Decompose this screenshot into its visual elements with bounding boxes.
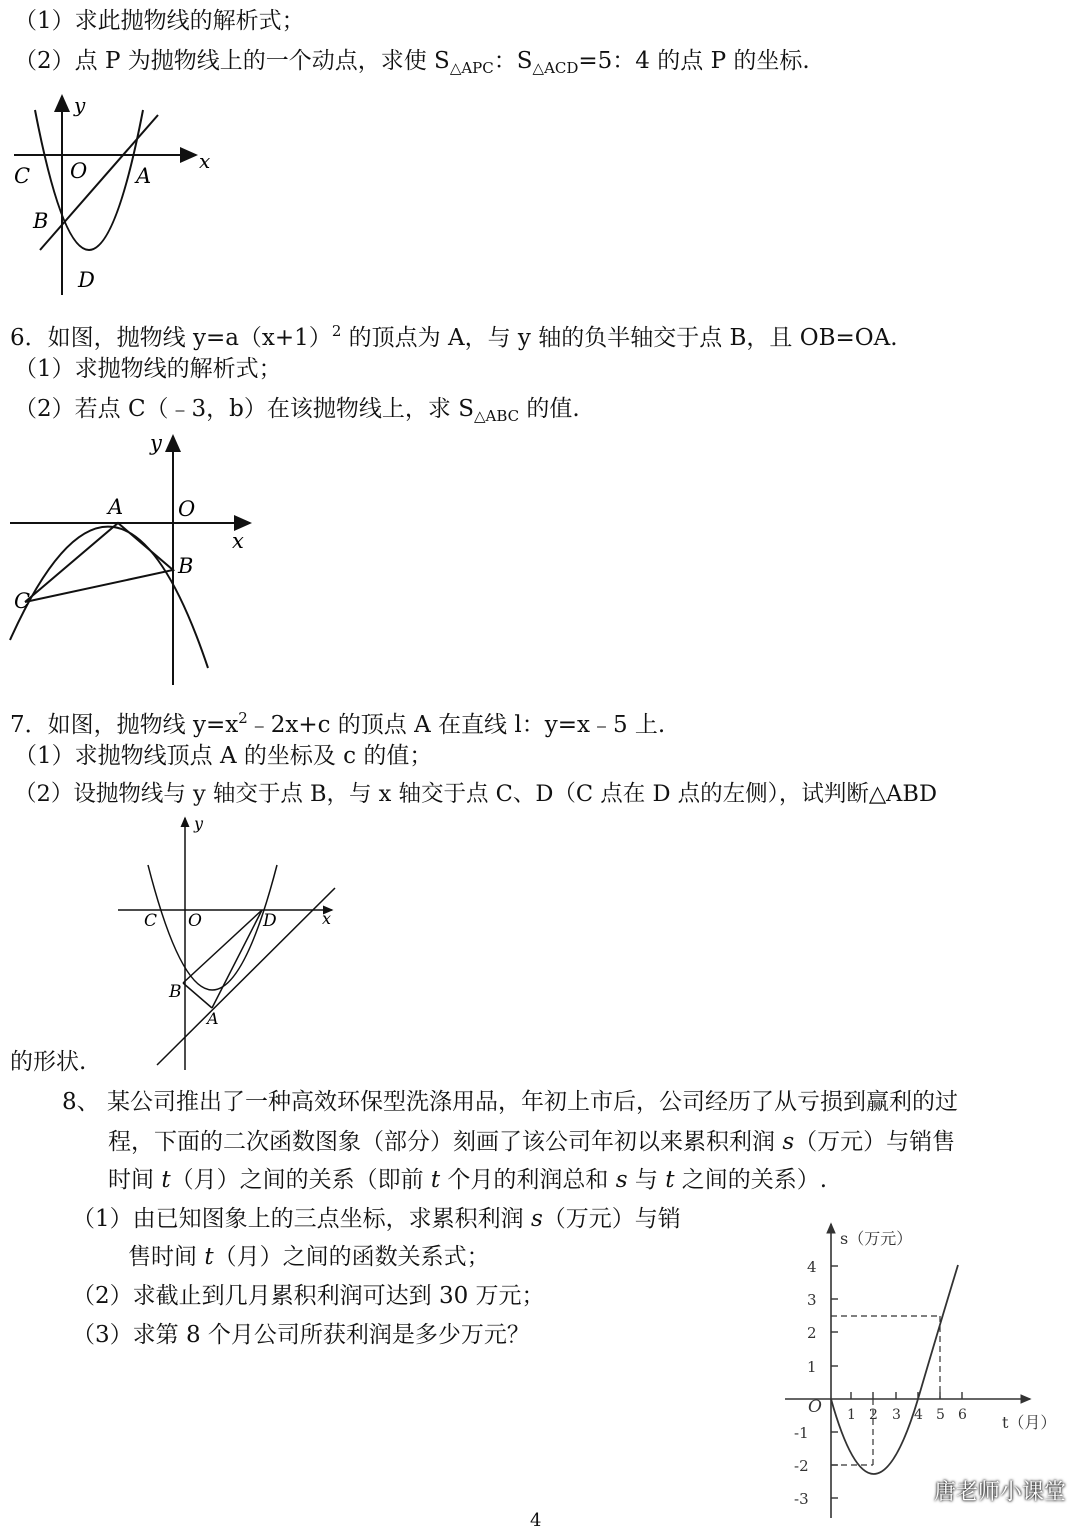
q7-line-l [157,888,335,1065]
q7-segment-ab [183,983,212,1008]
q8-var-s3: s [530,1206,543,1232]
q7-label-a: A [207,1009,219,1028]
q8-var-s2: s [615,1167,628,1193]
q8-l2b: （万元）与销售 [794,1129,956,1155]
q6-title-sup: 2 [331,322,342,340]
q8-l3a: 时间 [108,1167,162,1193]
q8-var-s: s [782,1129,795,1155]
q5-sub-apc: △APC [449,59,494,77]
q8-origin: O [808,1397,822,1417]
q5-label-d: D [78,268,95,292]
q5-part1: （1）求此抛物线的解析式； [14,8,305,34]
q8-l2a: 程，下面的二次函数图象（部分）刻画了该公司年初以来累积利润 [108,1129,783,1155]
q8-l3d: 与 [627,1167,666,1193]
q8-part1-cont [128,1242,490,1272]
q8-xtick-5: 5 [936,1407,945,1423]
q7-parabola [148,865,277,990]
q8-p1c: 售时间 [128,1244,205,1270]
q8-xtick-1: 1 [847,1407,856,1423]
q5-part2-post: =5：4 的点 P 的坐标. [578,48,810,74]
q6-parabola [10,527,208,668]
q5-sub-acd: △ACD [532,59,579,77]
q7-title-sup: 2 [238,709,248,727]
q5-label-y: y [74,93,86,117]
q7-title-pre: 7．如图，抛物线 y=x [10,712,239,738]
q7-part1: （1）求抛物线顶点 A 的坐标及 c 的值； [14,743,433,769]
q8-var-t4: t [204,1244,214,1270]
q8-ticks [831,1266,962,1498]
q7-label-x: x [322,909,332,928]
q8-xtick-4: 4 [914,1407,923,1423]
q8-line3 [108,1165,827,1195]
q5-label-x: x [199,149,211,173]
q8-part2: （2）求截止到几月累积利润可达到 30 万元； [72,1283,545,1309]
q8-xtick-6: 6 [958,1407,967,1423]
q6-part2 [14,394,580,431]
q6-label-y: y [150,431,162,455]
q5-label-a: A [136,164,152,188]
q8-var-t1: t [161,1167,171,1193]
q8-line2 [108,1127,955,1157]
q5-figure [0,90,240,300]
q8-l3e: 之间的关系）. [674,1167,828,1193]
q6-triangle [25,523,173,602]
q8-xtick-2: 2 [869,1407,878,1423]
q6-label-c: C [14,589,31,613]
q5-part2 [14,46,810,83]
q8-xlabel: t（月） [1002,1413,1057,1432]
q7-title [10,703,665,740]
q8-l3c: 个月的利润总和 [440,1167,616,1193]
q8-ytick-3: 3 [807,1291,817,1309]
q8-ytick-neg2: -2 [794,1457,809,1475]
q6-part2-sub: △ABC [473,407,520,425]
q6-title-post: 的顶点为 A，与 y 轴的负半轴交于点 B，且 OB=OA. [341,325,898,351]
q5-label-c: C [14,164,31,188]
q8-part1 [72,1204,681,1234]
q7-segment-ad [212,910,262,1008]
q7-label-y: y [194,814,204,833]
watermark: 唐老师小课堂 [933,1480,1066,1505]
q8-ylabel: s（万元） [840,1229,913,1248]
q8-p1b: （万元）与销 [542,1206,681,1232]
q8-p1a: （1）由已知图象上的三点坐标，求累积利润 [72,1206,531,1232]
q7-label-c: C [144,911,158,931]
q6-title [10,316,898,353]
q8-l3b: （月）之间的关系（即前 [170,1167,431,1193]
q8-ytick-4: 4 [807,1258,817,1276]
q8-parabola [831,1265,958,1474]
q8-xtick-3: 3 [892,1407,901,1423]
q8-line1: 8、 某公司推出了一种高效环保型洗涤用品，年初上市后，公司经历了从亏损到赢利的过 [62,1089,958,1115]
q8-p1d: （月）之间的函数关系式； [213,1244,490,1270]
q6-label-a: A [108,495,124,519]
q6-part2-post: 的值. [519,396,580,422]
q7-part2-end: 的形状. [10,1049,87,1075]
q8-ytick-neg3: -3 [794,1490,809,1508]
q7-title-post: ﹣2x+c 的顶点 A 在直线 l：y=x﹣5 上. [247,712,666,738]
q6-part1: （1）求抛物线的解析式； [14,356,282,382]
q5-parabola [35,110,143,250]
page-number: 4 [530,1510,542,1531]
q7-label-d: D [263,911,277,931]
q6-label-o: O [178,497,196,521]
q7-label-b: B [169,982,182,1002]
q6-figure [0,430,260,690]
q6-part2-pre: （2）若点 C（﹣3，b）在该抛物线上，求 S [14,396,474,422]
q8-var-t2: t [430,1167,441,1193]
q6-title-pre: 6．如图，抛物线 y=a（x+1） [10,325,332,351]
q7-part2: （2）设抛物线与 y 轴交于点 B，与 x 轴交于点 C、D（C 点在 D 点的左侧），试判断△ABD [14,781,938,807]
q6-label-b: B [178,554,194,578]
q8-part3: （3）求第 8 个月公司所获利润是多少万元？ [72,1322,530,1348]
q7-figure [110,810,350,1075]
q8-ytick-2: 2 [807,1324,817,1342]
q5-part2-text: （2）点 P 为抛物线上的一个动点，求使 S [14,48,450,74]
q7-label-o: O [188,911,202,931]
q6-label-x: x [232,529,244,553]
q5-part2-mid: ：S [493,48,533,74]
q5-label-b: B [33,209,49,233]
q5-label-o: O [70,159,88,183]
q8-var-t3: t [665,1167,675,1193]
q8-ytick-neg1: -1 [794,1424,809,1442]
q8-ytick-1: 1 [807,1358,817,1376]
